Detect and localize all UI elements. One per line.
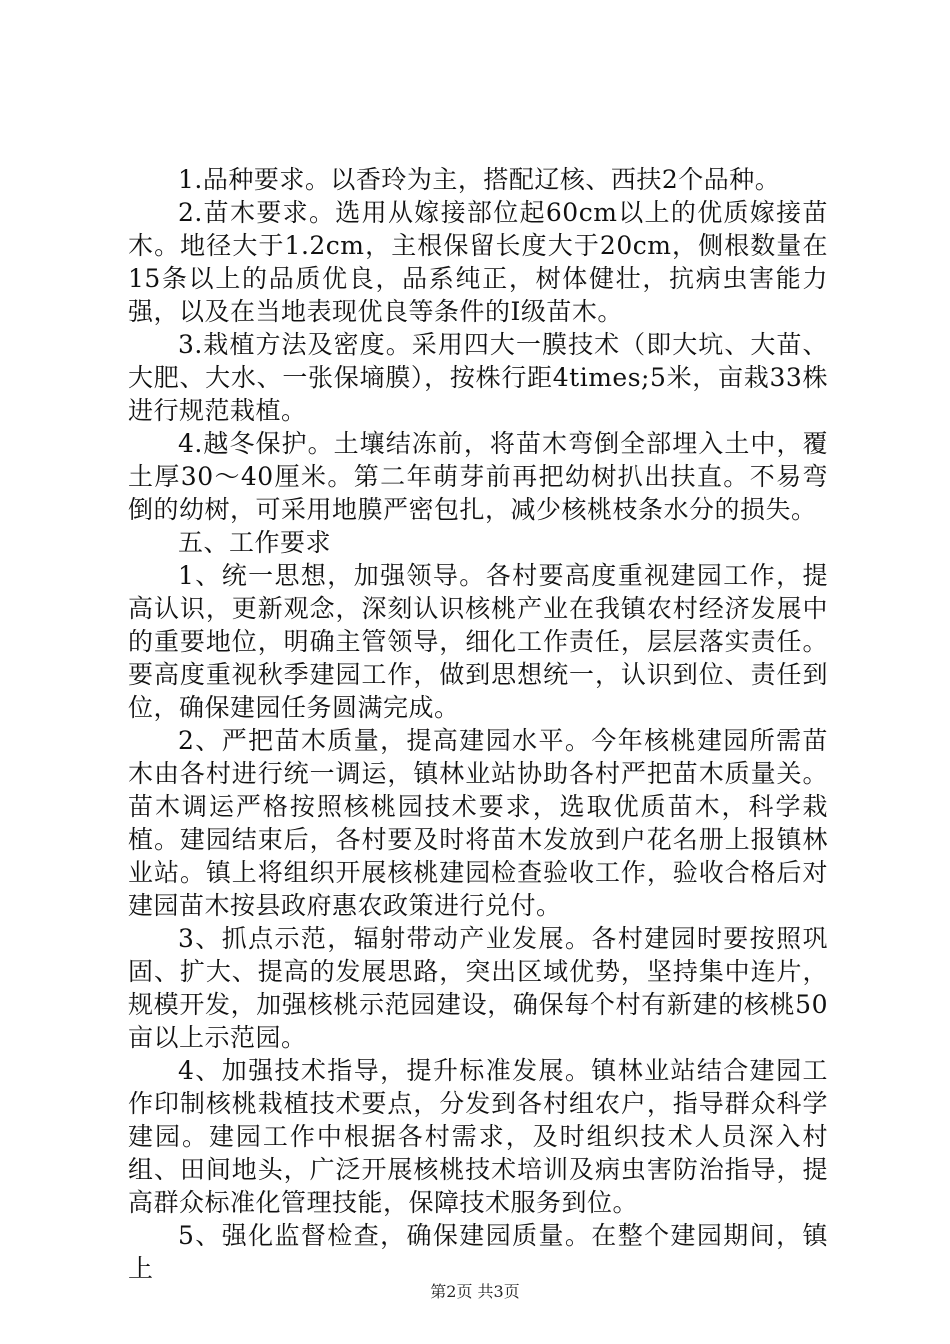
paragraph-variety: 1.品种要求。以香玲为主，搭配辽核、西扶2个品种。 — [178, 165, 781, 194]
section-heading: 五、工作要求 — [178, 528, 332, 557]
requirement-2: 2、严把苗木质量，提高建园水平。今年核桃建园所需苗木由各村进行统一调运，镇林业站协助各村严把苗木质量关。苗木调运严格按照核桃园技术要求，选取优质苗木，科学栽植。建园结束后，各村要及时将苗木发放到户花名册上报镇林业站。镇上将组织开展核桃建园检查验收工作，验收合格后对建园苗木按县政府惠农政策进行兑付。 — [128, 726, 828, 920]
requirement-4: 4、加强技术指导，提升标准发展。镇林业站结合建园工作印制核桃栽植技术要点，分发到各村组农户，指导群众科学建园。建园工作中根据各村需求，及时组织技术人员深入村组、田间地头，广泛开展核桃技术培训及病虫害防治指导，提高群众标准化管理技能，保障技术服务到位。 — [128, 1056, 828, 1217]
document-body — [128, 163, 828, 1285]
paragraph-seedlings: 2.苗木要求。选用从嫁接部位起60cm以上的优质嫁接苗木。地径大于1.2cm，主根保留长度大于20cm，侧根数量在15条以上的品质优良，品系纯正，树体健壮，抗病虫害能力强，以及在当地表现优良等条件的Ⅰ级苗木。 — [128, 198, 828, 326]
paragraph-planting: 3.栽植方法及密度。采用四大一膜技术（即大坑、大苗、大肥、大水、一张保墒膜），按株行距4times;5米，亩栽33株进行规范栽植。 — [128, 330, 828, 425]
paragraph-winter-protection: 4.越冬保护。土壤结冻前，将苗木弯倒全部埋入土中，覆土厚30～40厘米。第二年萌芽前再把幼树扒出扶直。不易弯倒的幼树，可采用地膜严密包扎，减少核桃枝条水分的损失。 — [128, 429, 828, 524]
requirement-5: 5、强化监督检查，确保建园质量。在整个建园期间，镇上 — [128, 1221, 828, 1283]
page-footer: 第2页 共3页 — [430, 1282, 520, 1301]
requirement-3: 3、抓点示范，辐射带动产业发展。各村建园时要按照巩固、扩大、提高的发展思路，突出区域优势，坚持集中连片，规模开发，加强核桃示范园建设，确保每个村有新建的核桃50亩以上示范园。 — [128, 924, 828, 1052]
requirement-1: 1、统一思想，加强领导。各村要高度重视建园工作，提高认识，更新观念，深刻认识核桃产业在我镇农村经济发展中的重要地位，明确主管领导，细化工作责任，层层落实责任。要高度重视秋季建园工作，做到思想统一，认识到位、责任到位，确保建园任务圆满完成。 — [128, 561, 828, 722]
